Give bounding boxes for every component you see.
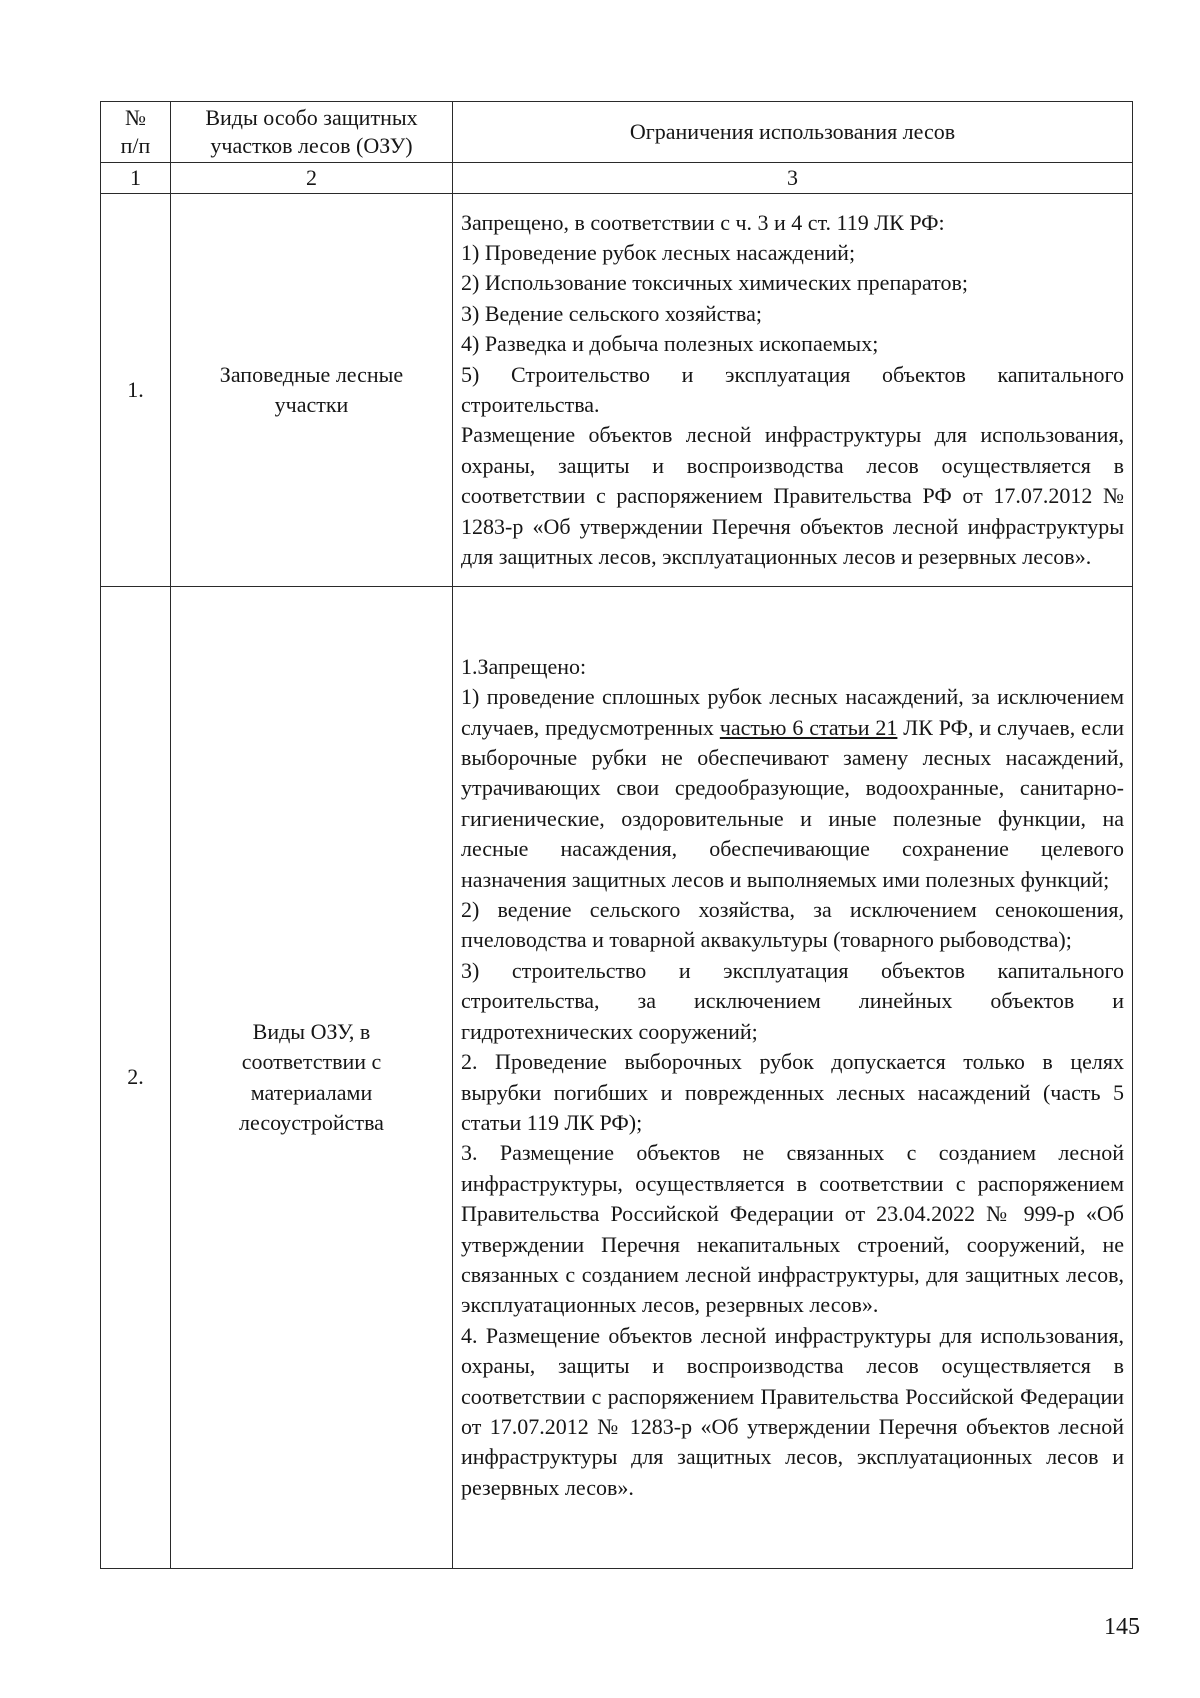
table-row bbox=[101, 587, 1133, 1569]
restriction-paragraph: 3. Размещение объектов не связанных с созданием лесной инфраструктуры, осуществляется в соответствии с распоряжением Правительства Российской Федерации от 23.04.2022 № 999-р «Об утверждении Перечня некапитальных строений, сооружений, не связанных с созданием лесной инфраструктуры, для защитных лесов, эксплуатационных лесов, резервных лесов». bbox=[461, 1140, 1124, 1318]
column-numbers-row bbox=[101, 163, 1133, 194]
restriction-paragraph: Запрещено, в соответствии с ч. 3 и 4 ст. 119 ЛК РФ: bbox=[461, 209, 945, 235]
ozu-type-line: Заповедные лесные bbox=[219, 361, 404, 387]
column-number: 1 bbox=[101, 163, 171, 194]
table-header-row bbox=[101, 102, 1133, 163]
header-types-cell bbox=[171, 102, 453, 163]
header-number-cell bbox=[101, 102, 171, 163]
table-row bbox=[101, 194, 1133, 587]
ozu-type-line: материалами bbox=[250, 1079, 373, 1105]
restriction-paragraph: 3) Ведение сельского хозяйства; bbox=[461, 300, 762, 326]
restriction-paragraph: Размещение объектов лесной инфраструктуры для использования, охраны, защиты и воспроизводства лесов осуществляется в соответствии с распоряжением Правительства РФ от 17.07.2012 № 1283-р «Об утверждении Перечня объектов лесной инфраструктуры для защитных лесов, эксплуатационных лесов и резервных лесов». bbox=[461, 422, 1124, 570]
column-number: 3 bbox=[453, 163, 1133, 194]
ozu-type-cell bbox=[171, 587, 453, 1569]
restrictions-cell bbox=[453, 587, 1133, 1569]
header-types-line: участков лесов (ОЗУ) bbox=[210, 133, 413, 158]
restriction-paragraph: 5) Строительство и эксплуатация объектов капитального строительства. bbox=[461, 361, 1124, 417]
restriction-paragraph: 1) Проведение рубок лесных насаждений; bbox=[461, 239, 856, 265]
restriction-paragraph: 4) Разведка и добыча полезных ископаемых; bbox=[461, 331, 879, 357]
row-number: 2. bbox=[101, 587, 171, 1569]
restriction-text: ЛК РФ, и случаев, если выборочные рубки не обеспечивают замену лесных насаждений, утрачивающих свои средообразующие, водоохранные, санитарно-гигиенические, оздоровительные и иные полезные функции, на лесные насаждения, обеспечивающие сохранение целевого назначения защитных лесов и выполняемых ими полезных функций; bbox=[461, 714, 1124, 892]
ozu-type-line: участки bbox=[274, 392, 349, 417]
forest-restrictions-table bbox=[100, 101, 1133, 1569]
restriction-paragraph: 2) Использование токсичных химических препаратов; bbox=[461, 270, 968, 296]
ozu-type-line: лесоустройства bbox=[239, 1109, 384, 1135]
header-number-line: № bbox=[125, 105, 146, 130]
restriction-paragraph: 4. Размещение объектов лесной инфраструктуры для использования, охраны, защиты и воспроизводства лесов осуществляется в соответствии с распоряжением Правительства Российской Федерации от 17.07.2012 № 1283-р «Об утверждении Перечня объектов лесной инфраструктуры для защитных лесов, эксплуатационных лесов и резервных лесов». bbox=[461, 1322, 1124, 1500]
restrictions-cell bbox=[453, 194, 1133, 587]
header-number-line: п/п bbox=[120, 133, 151, 158]
ozu-type-line: Виды ОЗУ, в bbox=[252, 1018, 371, 1044]
restriction-paragraph: 2) ведение сельского хозяйства, за исключением сенокошения, пчеловодства и товарной аквакультуры (товарного рыбоводства); bbox=[461, 897, 1124, 953]
restriction-paragraph bbox=[461, 682, 1124, 895]
restriction-paragraph: 1.Запрещено: bbox=[461, 653, 587, 679]
page-number: 145 bbox=[1104, 1614, 1140, 1640]
ozu-type-line: соответствии с bbox=[241, 1049, 382, 1075]
restriction-paragraph: 2. Проведение выборочных рубок допускается только в целях вырубки погибших и поврежденных лесных насаждений (часть 5 статьи 119 ЛК РФ); bbox=[461, 1049, 1124, 1135]
restriction-text: 1) проведение сплошных рубок лесных насаждений, за исключением случаев, предусмотренных bbox=[461, 684, 1124, 740]
restriction-paragraph: 3) строительство и эксплуатация объектов капитального строительства, за исключением линейных объектов и гидротехнических сооружений; bbox=[461, 957, 1124, 1044]
header-restrictions-cell: Ограничения использования лесов bbox=[453, 102, 1133, 163]
column-number: 2 bbox=[171, 163, 453, 194]
row-number: 1. bbox=[101, 194, 171, 587]
ozu-type-cell bbox=[171, 194, 453, 587]
header-types-line: Виды особо защитных bbox=[205, 105, 418, 130]
law-reference-link[interactable]: частью 6 статьи 21 bbox=[719, 714, 898, 740]
